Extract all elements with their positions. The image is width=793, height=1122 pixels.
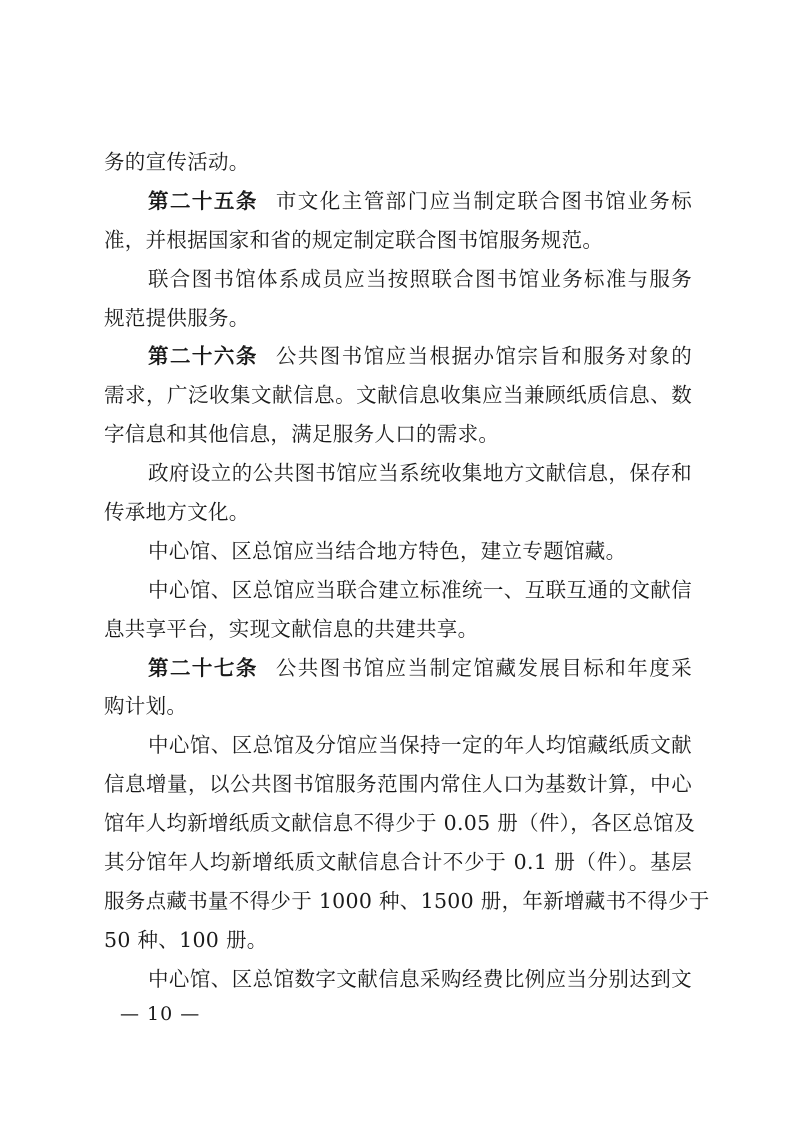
document-body (104, 143, 710, 999)
line-text: 购计划。 (104, 694, 188, 719)
text-line (104, 337, 692, 376)
line-text: 公共图书馆应当制定馆藏发展目标和年度采 (275, 655, 692, 680)
line-text: 市文化主管部门应当制定联合图书馆业务标 (275, 188, 692, 213)
line-text: 规范提供服务。 (104, 305, 250, 330)
line-text: 需求，广泛收集文献信息。文献信息收集应当兼顾纸质信息、数 (104, 383, 692, 408)
line-text: 中心馆、区总馆数字文献信息采购经费比例应当分别达到文 (148, 966, 692, 991)
page-number: — 10 — (120, 1003, 201, 1025)
line-text: 政府设立的公共图书馆应当系统收集地方文献信息，保存和 (148, 461, 692, 486)
text-line (104, 493, 692, 532)
line-text: 息共享平台，实现文献信息的共建共享。 (104, 616, 479, 641)
line-text: 50 种、100 册。 (104, 927, 268, 952)
line-text: 中心馆、区总馆应当联合建立标准统一、互联互通的文献信 (148, 577, 692, 602)
text-line (104, 221, 692, 260)
line-text: 公共图书馆应当根据办馆宗旨和服务对象的 (275, 344, 692, 369)
text-line (104, 532, 692, 571)
line-text: 服务点藏书量不得少于 1000 种、1500 册，年新增藏书不得少于 (104, 888, 710, 913)
line-text: 联合图书馆体系成员应当按照联合图书馆业务标准与服务 (148, 266, 692, 291)
text-line (104, 415, 692, 454)
text-line (104, 882, 710, 921)
text-line (104, 454, 692, 493)
line-text: 中心馆、区总馆应当结合地方特色，建立专题馆藏。 (148, 538, 627, 563)
text-line (104, 376, 692, 415)
line-text: 中心馆、区总馆及分馆应当保持一定的年人均馆藏纸质文献 (148, 733, 692, 758)
text-line (104, 843, 692, 882)
line-text: 馆年人均新增纸质文献信息不得少于 0.05 册（件），各区总馆及 (104, 811, 696, 836)
line-text: 传承地方文化。 (104, 500, 250, 525)
text-line (104, 143, 692, 182)
text-line (104, 921, 692, 960)
text-line (104, 765, 692, 804)
article-number: 第二十七条 (148, 655, 258, 680)
line-text: 准，并根据国家和省的规定制定联合图书馆服务规范。 (104, 227, 604, 252)
text-line (104, 960, 692, 999)
text-line (104, 299, 692, 338)
text-line (104, 649, 692, 688)
text-line (104, 726, 692, 765)
line-text: 信息增量，以公共图书馆服务范围内常住人口为基数计算，中心 (104, 772, 692, 797)
article-number: 第二十五条 (148, 188, 258, 213)
article-number: 第二十六条 (148, 344, 258, 369)
line-text: 其分馆年人均新增纸质文献信息合计不少于 0.1 册（件）。基层 (104, 850, 692, 875)
line-text: 字信息和其他信息，满足服务人口的需求。 (104, 422, 500, 447)
text-line (104, 610, 692, 649)
text-line (104, 804, 696, 843)
text-line (104, 260, 692, 299)
text-line (104, 571, 692, 610)
text-line (104, 182, 692, 221)
line-text: 务的宣传活动。 (104, 150, 250, 174)
text-line (104, 687, 692, 726)
